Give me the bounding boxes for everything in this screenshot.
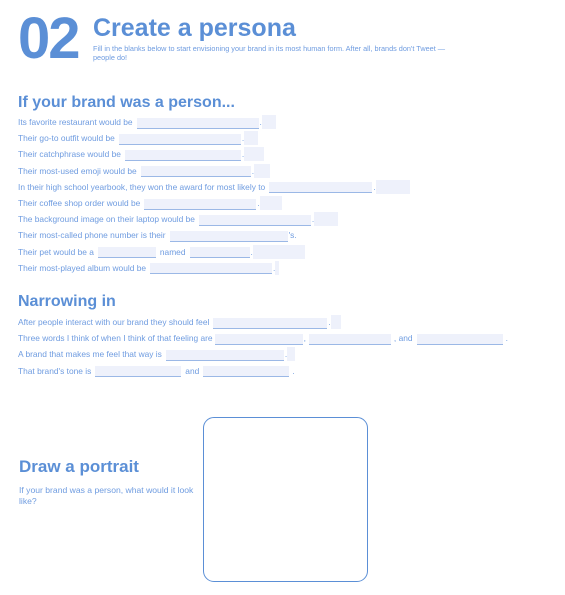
page-subtitle: Fill in the blanks below to start envisioning your brand in its most human form. After all, brands don't Tweet — people do!: [93, 44, 446, 62]
prompt-end: .: [373, 181, 376, 192]
page-title: Create a persona: [93, 14, 296, 42]
prompt-text: After people interact with our brand they should feel: [18, 317, 210, 328]
section-heading-narrowing: Narrowing in: [18, 293, 116, 310]
portrait-heading: Draw a portrait: [19, 457, 139, 476]
prompt-outfit: [18, 130, 558, 146]
blank-pad: [250, 245, 305, 259]
prompt-end: .: [257, 198, 260, 209]
blank-pad: [376, 180, 410, 194]
prompt-end: .: [250, 246, 253, 257]
blank-pad: [251, 164, 270, 178]
section-number: 02: [18, 6, 79, 71]
prompt-end: .: [505, 333, 508, 344]
prompt-text: Their pet would be a: [18, 246, 94, 257]
prompt-end: .: [292, 365, 295, 376]
blank-pad: [311, 212, 338, 226]
answer-blank-tone-2[interactable]: [203, 366, 289, 377]
answer-blank-word-3[interactable]: [417, 334, 503, 345]
answer-blank[interactable]: [137, 118, 259, 129]
answer-blank-pet[interactable]: [98, 247, 156, 258]
prompt-catchphrase: [18, 146, 558, 162]
narrowing-prompts: [18, 314, 558, 379]
prompt-three-words: [18, 330, 558, 346]
answer-blank-tone-1[interactable]: [95, 366, 181, 377]
prompt-mid: and: [185, 365, 200, 376]
prompt-text: A brand that makes me feel that way is: [18, 349, 162, 360]
answer-blank-pet-name[interactable]: [190, 247, 250, 258]
blank-pad: [260, 196, 282, 210]
answer-blank[interactable]: [213, 318, 327, 329]
prompt-text: The background image on their laptop would be: [18, 214, 195, 225]
prompt-text: Its favorite restaurant would be: [18, 117, 133, 128]
prompt-feel: [18, 314, 558, 330]
answer-blank[interactable]: [170, 231, 288, 242]
prompt-text: Their most-called phone number is their: [18, 230, 166, 241]
answer-blank[interactable]: [141, 166, 251, 177]
answer-blank[interactable]: [144, 199, 256, 210]
prompt-album: [18, 260, 558, 276]
prompt-text: Their coffee shop order would be: [18, 198, 141, 209]
answer-blank[interactable]: [119, 134, 241, 145]
prompt-coffee: [18, 195, 558, 211]
prompt-sep: , and: [393, 333, 413, 344]
prompt-phone: [18, 227, 558, 243]
answer-blank-word-2[interactable]: [309, 334, 391, 345]
person-prompts: [18, 114, 558, 276]
answer-blank[interactable]: [125, 150, 241, 161]
blank-pad: [331, 315, 341, 329]
prompt-end: .: [328, 317, 331, 328]
prompt-text: Their most-played album would be: [18, 262, 147, 273]
blank-pad: [259, 115, 276, 129]
blank-pad: [275, 261, 279, 275]
answer-blank[interactable]: [166, 350, 284, 361]
prompt-pet: [18, 244, 558, 260]
prompt-end: .: [311, 214, 315, 225]
prompt-tone: [18, 363, 558, 379]
prompt-laptop: [18, 211, 558, 227]
blank-pad: [284, 347, 295, 361]
prompt-text: Their go-to outfit would be: [18, 133, 115, 144]
prompt-end: .: [273, 262, 276, 273]
prompt-sep: ,: [303, 333, 306, 344]
prompt-end: .: [241, 149, 245, 160]
section-heading-person: If your brand was a person...: [18, 94, 235, 111]
portrait-question: If your brand was a person, what would it look like?: [19, 485, 194, 506]
prompt-end: .: [241, 133, 245, 144]
blank-pad: [241, 147, 264, 161]
prompt-text: That brand's tone is: [18, 365, 92, 376]
answer-blank[interactable]: [150, 263, 272, 274]
prompt-text: Three words I think of when I think of that feeling are: [18, 333, 213, 344]
prompt-text: Their catchphrase would be: [18, 149, 121, 160]
prompt-end: 's.: [288, 230, 297, 241]
blank-pad: [241, 131, 258, 145]
answer-blank[interactable]: [199, 215, 311, 226]
prompt-text: In their high school yearbook, they won the award for most likely to: [18, 181, 266, 192]
portrait-drawing-area[interactable]: [203, 417, 368, 582]
prompt-end: .: [251, 165, 255, 176]
prompt-end: .: [259, 117, 262, 128]
answer-blank[interactable]: [269, 182, 372, 193]
prompt-emoji: [18, 163, 558, 179]
prompt-restaurant: [18, 114, 558, 130]
prompt-yearbook: [18, 179, 558, 195]
prompt-text: Their most-used emoji would be: [18, 165, 137, 176]
prompt-brand-example: [18, 346, 558, 362]
prompt-mid: named: [159, 246, 186, 257]
answer-blank-word-1[interactable]: [215, 334, 303, 345]
prompt-end: .: [284, 349, 288, 360]
